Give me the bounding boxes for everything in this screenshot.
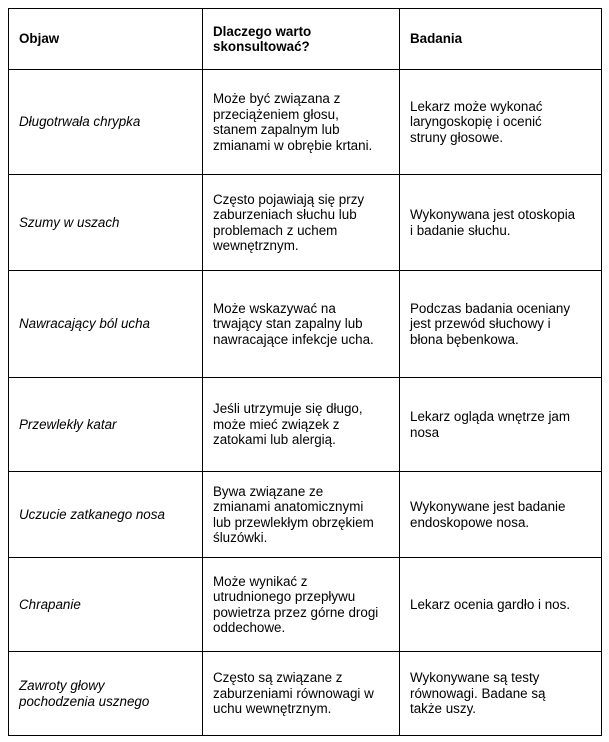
table-row (9, 652, 602, 736)
symptom-cell: Nawracający ból ucha (9, 271, 203, 378)
symptom-cell: Chrapanie (9, 558, 203, 652)
why-cell: Często są związane z zaburzeniami równowagi w uchu wewnętrznym. (203, 652, 400, 736)
why-cell: Często pojawiają się przy zaburzeniach słuchu lub problemach z uchem wewnętrznym. (203, 175, 400, 271)
header-tests: Badania (400, 9, 602, 70)
tests-cell: Wykonywana jest otoskopia i badanie słuchu. (400, 175, 602, 271)
symptom-cell: Zawroty głowy pochodzenia usznego (9, 652, 203, 736)
why-cell: Bywa związane ze zmianami anatomicznymi lub przewlekłym obrzękiem śluzówki. (203, 472, 400, 558)
why-cell: Może wskazywać na trwający stan zapalny lub nawracające infekcje ucha. (203, 271, 400, 378)
symptoms-table (8, 8, 602, 736)
tests-cell: Wykonywane są testy równowagi. Badane są także uszy. (400, 652, 602, 736)
symptom-cell: Długotrwała chrypka (9, 70, 203, 175)
tests-cell: Lekarz ogląda wnętrze jam nosa (400, 378, 602, 472)
why-cell: Może być związana z przeciążeniem głosu, stanem zapalnym lub zmianami w obrębie krtani. (203, 70, 400, 175)
tests-cell: Wykonywane jest badanie endoskopowe nosa. (400, 472, 602, 558)
tests-cell: Lekarz może wykonać laryngoskopię i ocenić struny głosowe. (400, 70, 602, 175)
table-row (9, 472, 602, 558)
table-row (9, 70, 602, 175)
header-symptom: Objaw (9, 9, 203, 70)
table-row (9, 175, 602, 271)
why-cell: Może wynikać z utrudnionego przepływu powietrza przez górne drogi oddechowe. (203, 558, 400, 652)
symptom-cell: Przewlekły katar (9, 378, 203, 472)
tests-cell: Lekarz ocenia gardło i nos. (400, 558, 602, 652)
table-row (9, 558, 602, 652)
symptom-cell: Uczucie zatkanego nosa (9, 472, 203, 558)
symptom-cell: Szumy w uszach (9, 175, 203, 271)
table-header-row (9, 9, 602, 70)
table-row (9, 378, 602, 472)
why-cell: Jeśli utrzymuje się długo, może mieć związek z zatokami lub alergią. (203, 378, 400, 472)
tests-cell: Podczas badania oceniany jest przewód słuchowy i błona bębenkowa. (400, 271, 602, 378)
header-why-consult: Dlaczego warto skonsultować? (203, 9, 400, 70)
table-row (9, 271, 602, 378)
